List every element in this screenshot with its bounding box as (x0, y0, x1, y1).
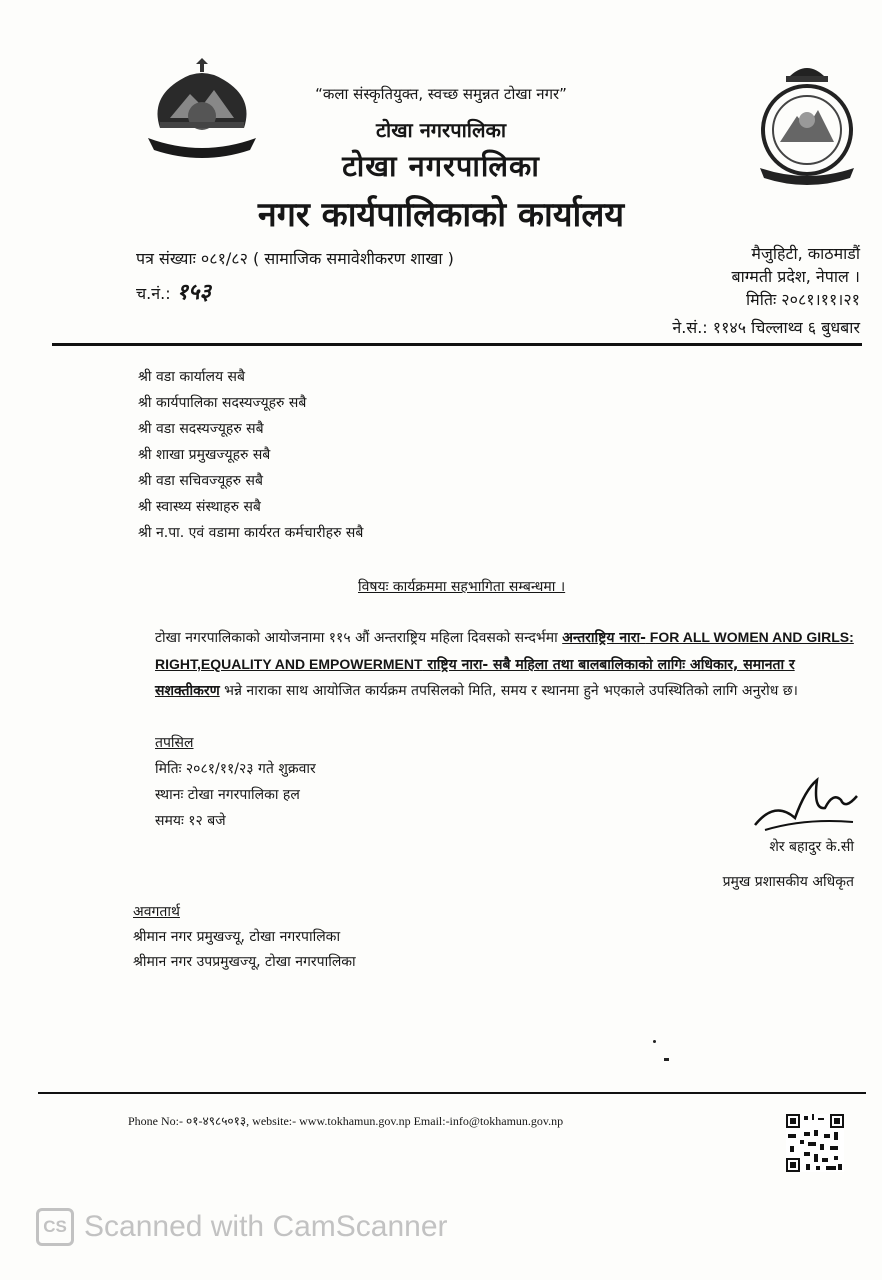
letter-date: मितिः २०८१।११।२१ (746, 290, 860, 309)
event-details (155, 730, 316, 834)
body-text: भन्ने नाराका साथ आयोजित कार्यक्रम तपसिलको मिति, समय र स्थानमा हुने भएकाले उपस्थितिको लागि अनुरोध छ। (219, 683, 798, 699)
cc-heading: अवगतार्थ (133, 904, 180, 920)
recipient-list (138, 364, 363, 546)
recipient-item: श्री वडा सचिवज्यूहरु सबै (138, 473, 263, 489)
body-text: टोखा नगरपालिकाको आयोजनामा ११५ औं अन्तराष्ट्रिय महिला दिवसको सन्दर्भमा (155, 630, 563, 646)
signatory-title: प्रमुख प्रशासकीय अधिकृत (722, 874, 854, 890)
address-line: बाग्मती प्रदेश, नेपाल । (731, 267, 860, 286)
event-date: मितिः २०८१/११/२३ गते शुक्रवार (155, 761, 316, 777)
letter-subject: विषयः कार्यक्रममा सहभागिता सम्बन्धमा । (358, 579, 566, 595)
qr-code (786, 1114, 844, 1172)
scan-speck (664, 1058, 669, 1061)
footer-divider (38, 1092, 866, 1094)
camscanner-logo-icon: CS (36, 1208, 74, 1246)
recipient-item: श्री स्वास्थ्य संस्थाहरु सबै (138, 499, 261, 515)
details-heading: तपसिल (155, 735, 194, 751)
recipient-item: श्री शाखा प्रमुखज्यूहरु सबै (138, 447, 271, 463)
office-title: नगर कार्यपालिकाको कार्यालय (257, 195, 625, 235)
intl-slogan-label: अन्तराष्ट्रिय नारा- (562, 630, 646, 646)
address-line: मैजुहिटी, काठमाडौं (751, 244, 860, 263)
recipient-item: श्री कार्यपालिका सदस्यज्यूहरु सबै (138, 395, 307, 411)
reference-number: पत्र संख्याः ०८१/८२ ( सामाजिक समावेशीकरण शाखा ) (136, 249, 454, 268)
event-venue: स्थानः टोखा नगरपालिका हल (155, 787, 300, 803)
municipality-name: टोखा नगरपालिका (375, 118, 507, 142)
office-address (732, 242, 860, 311)
contact-info: Phone No:- ०१-४९८५०१३, website:- www.tokhamun.gov.np Email:-info@tokhamun.gov.np (128, 1114, 564, 1128)
cc-item: श्रीमान नगर प्रमुखज्यू, टोखा नगरपालिका (133, 929, 341, 945)
cc-block (133, 900, 356, 975)
municipality-motto: “कला संस्कृतियुक्त, स्वच्छ समुन्नत टोखा नगर” (315, 85, 567, 103)
nepal-sambat-date: ने.सं.: ११४५ चिल्लाथ्व ६ बुधबार (672, 318, 860, 337)
national-slogan: राष्ट्रिय नारा- सबै महिला तथा बालबालिकाको लागिः अधिकार, समानता र सशक्तीकरण (155, 657, 795, 699)
dispatch-number: १५३ (176, 279, 211, 305)
letter-body (155, 624, 857, 704)
recipient-item: श्री वडा सदस्यज्यूहरु सबै (138, 421, 264, 437)
handwritten-signature (745, 770, 865, 840)
recipient-item: श्री न.पा. एवं वडामा कार्यरत कर्मचारीहरु सबै (138, 525, 364, 541)
intl-slogan: FOR ALL WOMEN AND GIRLS: RIGHT,EQUALITY AND EMPOWERMENT (155, 629, 854, 672)
municipality-name-large: टोखा नगरपालिका (342, 149, 540, 183)
header-divider (52, 343, 862, 346)
event-time: समयः १२ बजे (155, 813, 226, 829)
signatory-name: शेर बहादुर के.सी (769, 839, 854, 855)
dispatch-label: च.नं.: (136, 284, 171, 303)
scan-speck (653, 1040, 656, 1043)
cc-item: श्रीमान नगर उपप्रमुखज्यू, टोखा नगरपालिका (133, 954, 356, 970)
dispatch-number-line (136, 276, 211, 306)
watermark-text: Scanned with CamScanner (84, 1210, 448, 1243)
recipient-item: श्री वडा कार्यालय सबै (138, 369, 245, 385)
camscanner-watermark (36, 1208, 448, 1246)
